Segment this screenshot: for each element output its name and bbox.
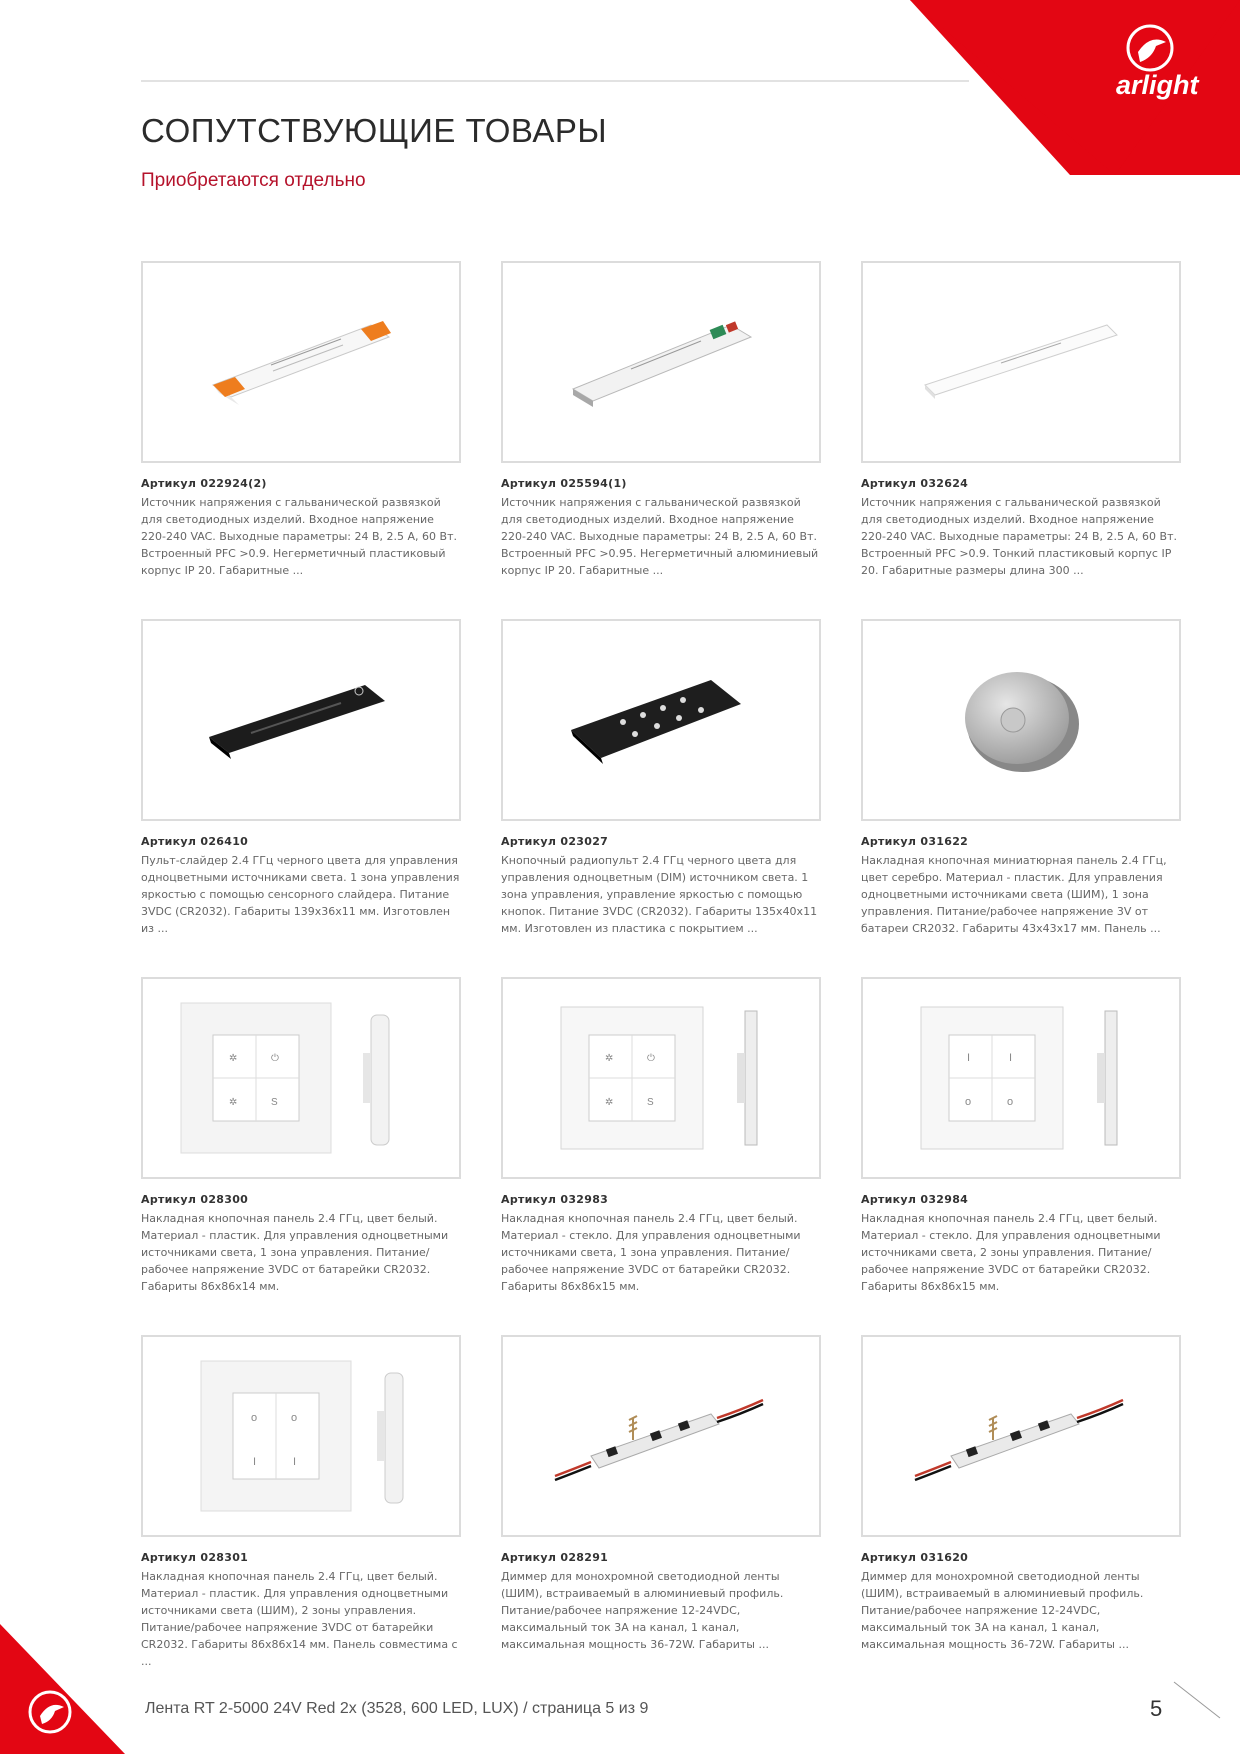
wall-panel-icon — [531, 993, 791, 1163]
product-article: Артикул 023027 — [501, 835, 609, 848]
svg-text:✲: ✲ — [229, 1097, 238, 1108]
product-card[interactable] — [501, 977, 821, 1295]
wall-panel-icon — [171, 1351, 431, 1521]
product-description: Источник напряжения с гальванической развязкой для светодиодных изделий. Входное напряжение 220-240 VAC. Выходные параметры: 24 В, 2.5 А, 60 Вт. Встроенный PFC >0.95. Негерметичный алюминиевый корпус IP 20. Габаритные ... — [501, 496, 819, 577]
svg-text:✲: ✲ — [229, 1053, 238, 1064]
product-description: Накладная кнопочная панель 2.4 ГГц, цвет белый. Материал - стекло. Для управления одноцветными источниками света, 2 зоны управления. Питание/рабочее напряжение 3VDC от батарейки CR2032. Габариты 86x86x15 мм. — [861, 1212, 1161, 1293]
svg-text:o: o — [965, 1096, 972, 1108]
svg-text:o: o — [251, 1412, 258, 1424]
corner-brand-icon — [0, 1594, 125, 1754]
header-divider — [141, 80, 969, 82]
arlight-logo — [910, 0, 1240, 175]
svg-text:I: I — [293, 1456, 297, 1468]
product-article: Артикул 031622 — [861, 835, 969, 848]
product-image — [141, 1335, 461, 1537]
svg-text:I: I — [967, 1052, 971, 1064]
product-description: Накладная кнопочная панель 2.4 ГГц, цвет белый. Материал - стекло. Для управления одноцветными источниками света, 1 зона управления. Питание/рабочее напряжение 3VDC от батарейки CR2032. Габариты 86x86x15 мм. — [501, 1212, 801, 1293]
product-description: Диммер для монохромной светодиодной ленты (ШИМ), встраиваемый в алюминиевый профиль. Питание/рабочее напряжение 12-24VDC, максимальный ток 3А на канал, 1 канал, максимальная мощность 36-72W. Габариты ... — [861, 1570, 1144, 1651]
power-supply-icon — [911, 307, 1131, 417]
page-corner-line — [1172, 1680, 1222, 1720]
product-description: Накладная кнопочная миниатюрная панель 2.4 ГГц, цвет серебро. Материал - пластик. Для управления одноцветными источниками света (ШИМ), 1 зона управления. Питание/рабочее напряжение 3V от батареи CR2032. Габариты 43x43x17 мм. Панель ... — [861, 854, 1167, 935]
product-article: Артикул 031620 — [861, 1551, 969, 1564]
product-image — [861, 1335, 1181, 1537]
product-article: Артикул 028301 — [141, 1551, 249, 1564]
page-title: СОПУТСТВУЮЩИЕ ТОВАРЫ — [141, 112, 608, 149]
product-article: Артикул 032983 — [501, 1193, 609, 1206]
svg-text:o: o — [291, 1412, 298, 1424]
product-description: Диммер для монохромной светодиодной ленты (ШИМ), встраиваемый в алюминиевый профиль. Питание/рабочее напряжение 12-24VDC, максимальный ток 3А на канал, 1 канал, максимальная мощность 36-72W. Габариты ... — [501, 1570, 784, 1651]
product-image — [501, 619, 821, 821]
product-card[interactable] — [141, 1335, 461, 1670]
power-supply-icon — [201, 307, 401, 417]
product-article: Артикул 028300 — [141, 1193, 249, 1206]
product-article: Артикул 028291 — [501, 1551, 609, 1564]
product-card[interactable] — [501, 261, 821, 579]
product-article: Артикул 032984 — [861, 1193, 969, 1206]
product-card[interactable] — [861, 1335, 1181, 1653]
product-card[interactable] — [501, 619, 821, 937]
product-image — [141, 261, 461, 463]
touch-dimmer-icon — [911, 1376, 1131, 1496]
product-image — [861, 977, 1181, 1179]
product-image — [141, 619, 461, 821]
wall-panel-icon — [171, 993, 431, 1163]
product-description: Кнопочный радиопульт 2.4 ГГц черного цвета для управления одноцветным (DIM) источником света. 1 зона управления, управление яркостью с помощью кнопок. Питание 3VDC (CR2032). Габариты 135x40x11 мм. Изготовлен из пластика с покрытием ... — [501, 854, 818, 935]
product-description: Источник напряжения с гальванической развязкой для светодиодных изделий. Входное напряжение 220-240 VAC. Выходные параметры: 24 В, 2.5 А, 60 Вт. Встроенный PFC >0.9. Тонкий пластиковый корпус IP 20. Габаритные размеры длина 300 ... — [861, 496, 1177, 577]
product-article: Артикул 032624 — [861, 477, 969, 490]
svg-text:✲: ✲ — [605, 1053, 614, 1064]
product-card[interactable] — [141, 261, 461, 579]
product-image — [861, 619, 1181, 821]
svg-text:I: I — [253, 1456, 257, 1468]
svg-text:o: o — [1007, 1096, 1014, 1108]
product-card[interactable] — [861, 261, 1181, 579]
power-supply-icon — [561, 307, 761, 417]
product-description: Накладная кнопочная панель 2.4 ГГц, цвет белый. Материал - пластик. Для управления одноцветными источниками света (ШИМ), 2 зоны управления. Питание/рабочее напряжение 3VDC от батарейки CR2032. Габариты 86x86x14 мм. Панель совместима с ... — [141, 1570, 458, 1668]
product-card[interactable] — [141, 619, 461, 937]
product-description: Источник напряжения с гальванической развязкой для светодиодных изделий. Входное напряжение 220-240 VAC. Выходные параметры: 24 В, 2.5 А, 60 Вт. Встроенный PFC >0.9. Негерметичный пластиковый корпус IP 20. Габаритные ... — [141, 496, 457, 577]
round-panel-icon — [951, 660, 1091, 780]
svg-text:✲: ✲ — [605, 1097, 614, 1108]
wall-panel-icon — [891, 993, 1151, 1163]
svg-text:I: I — [1009, 1052, 1013, 1064]
remote-slider-icon — [201, 665, 401, 775]
svg-text:⏻: ⏻ — [271, 1053, 279, 1064]
product-article: Артикул 026410 — [141, 835, 249, 848]
product-image — [861, 261, 1181, 463]
footer-caption: Лента RT 2-5000 24V Red 2x (3528, 600 LED, LUX) / страница 5 из 9 — [145, 1700, 649, 1717]
logo-text: arlight — [1116, 70, 1199, 100]
svg-text:⏻: ⏻ — [647, 1053, 655, 1064]
product-image — [501, 261, 821, 463]
product-description: Накладная кнопочная панель 2.4 ГГц, цвет белый. Материал - пластик. Для управления одноцветными источниками света, 1 зона управления. Питание/рабочее напряжение 3VDC от батарейки CR2032. Габариты 86x86x14 мм. — [141, 1212, 449, 1293]
product-image — [141, 977, 461, 1179]
svg-text:S: S — [647, 1097, 654, 1108]
product-card[interactable] — [501, 1335, 821, 1653]
product-image — [501, 1335, 821, 1537]
product-card[interactable] — [861, 977, 1181, 1295]
touch-dimmer-icon — [551, 1376, 771, 1496]
product-description: Пульт-слайдер 2.4 ГГц черного цвета для управления одноцветными источниками света. 1 зона управления яркостью с помощью сенсорного слайдера. Питание 3VDC (CR2032). Габариты 139x36x11 мм. Изготовлен из ... — [141, 854, 460, 935]
product-article: Артикул 022924(2) — [141, 477, 267, 490]
svg-text:S: S — [271, 1097, 278, 1108]
product-card[interactable] — [141, 977, 461, 1295]
product-image — [501, 977, 821, 1179]
product-article: Артикул 025594(1) — [501, 477, 627, 490]
page-number: 5 — [1150, 1696, 1163, 1721]
product-card[interactable] — [861, 619, 1181, 937]
remote-buttons-icon — [561, 660, 761, 780]
page-subtitle: Приобретаются отдельно — [141, 170, 366, 191]
